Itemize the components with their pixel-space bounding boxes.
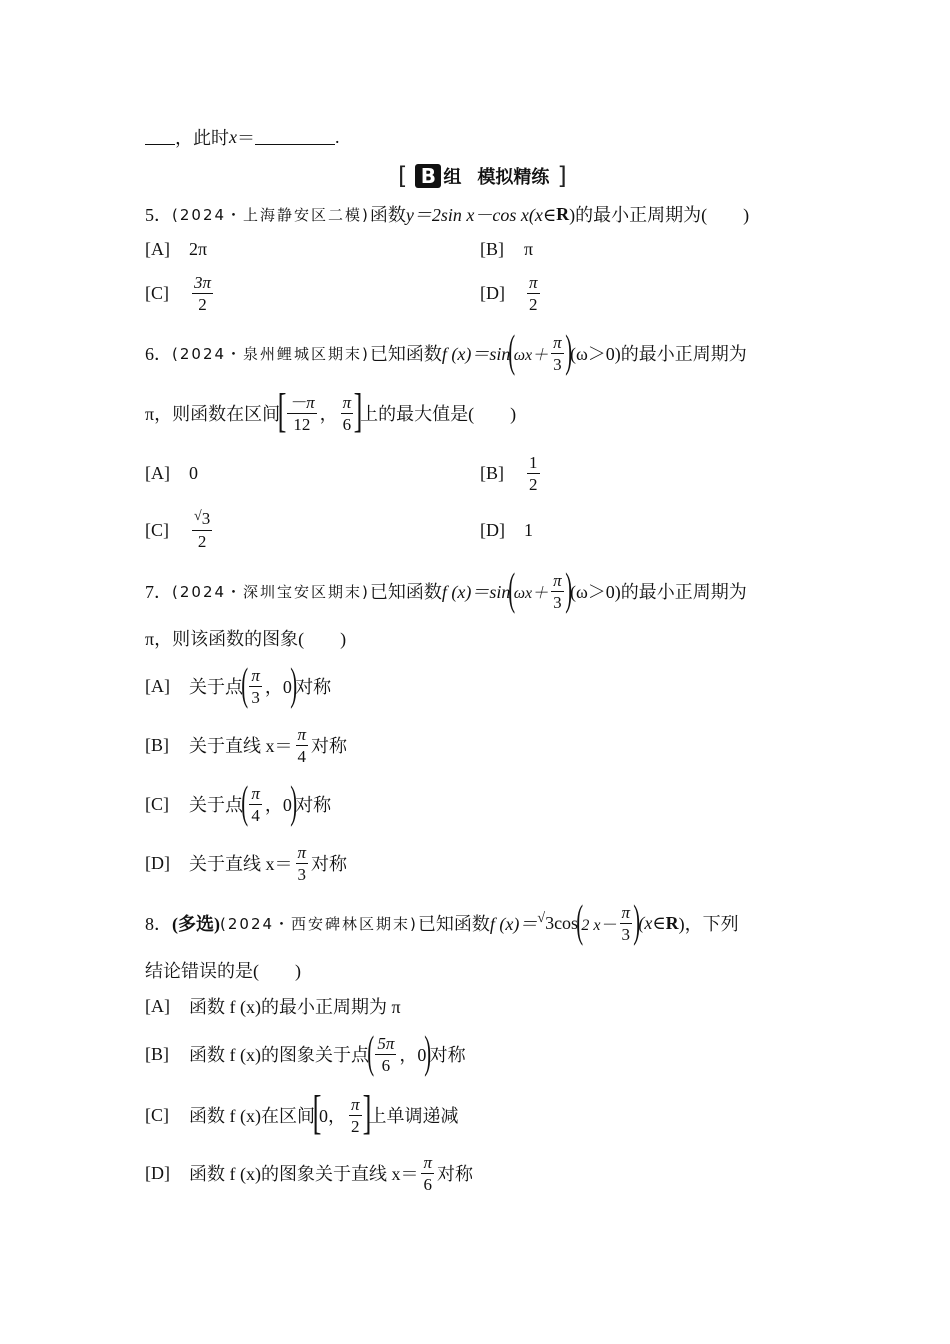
option-text: 函数 f (x)在区间 [189,1106,315,1126]
paren-open: ( [576,895,584,946]
option-text: 关于点 [189,795,243,815]
q8-stem-b: (x∈ [638,912,666,933]
option-label: [B] [145,734,169,755]
q8-source: (2024・西安碑林区期末) [220,914,418,933]
q7-function: f (x)＝sin [441,582,511,602]
fraction: $\frac{\pi}{3}$ [621,902,631,944]
q8-option-d[interactable] [145,1152,474,1194]
fraction: $\frac{\pi}{3}$ [297,842,307,884]
fraction: $\frac{\pi}{6}$ [342,392,352,434]
q8-option-a[interactable] [145,991,401,1021]
q7-stem [145,563,747,614]
option-label: [B] [480,462,504,483]
q7-stem-a: 已知函数 [369,582,442,602]
q7-line2: π，则该函数的图象( ) [145,629,347,649]
q5-number: 5． [145,205,172,225]
q6-stem-line2 [145,384,517,437]
option-text: 对称 [429,1045,466,1065]
q5-option-d[interactable] [480,272,543,314]
q7-option-a[interactable] [145,658,332,709]
fraction: $\frac{\pi}{3}$ [553,570,562,612]
paren-open: ( [241,776,249,827]
fraction: $\frac{\pi}{3}$ [553,332,562,374]
fraction: $\frac{1}{2}$ [529,452,538,494]
paren-close: ) [564,325,572,376]
option-label: [A] [145,995,170,1016]
q8-option-c[interactable] [145,1086,459,1139]
option-label: [B] [145,1043,169,1064]
q8-stem-c: )，下列 [678,914,739,934]
fraction: $\frac{\pi}{3}$ [251,665,260,707]
section-title: 模拟精练 [477,167,550,188]
option-text: 对称 [437,1164,474,1184]
option-label: [A] [145,462,170,483]
q6-option-d[interactable] [480,515,533,545]
q6-source: (2024・泉州鲤城区期末) [172,344,370,363]
paren-open: ( [367,1026,375,1077]
section-bracket-right: ] [557,162,567,190]
q8-multi-select: (多选) [172,914,220,934]
section-bracket-left: [ [398,162,408,190]
q6-stem-b: (ω＞0)的最小正周期为 [569,344,747,364]
option-label: [A] [145,675,170,696]
interval-start: 0， [318,1106,346,1126]
q5-source: (2024・上海静安区二模) [172,205,370,224]
point-coordinate: ，0 [264,795,292,815]
q8-cos: cos [554,912,579,933]
top-var-x: x [229,126,237,147]
section-header [390,160,575,192]
q5-option-b[interactable] [480,234,533,264]
q7-inner: ωx＋ [513,584,549,602]
option-text: 2π [189,238,208,259]
paren-close: ) [424,1026,432,1077]
option-label: [D] [145,852,170,873]
q5-stem [145,199,749,229]
option-label: [C] [145,793,169,814]
option-label: [C] [145,282,169,303]
bracket-close: ] [353,384,363,437]
top-answer-line [145,122,340,152]
interval-separator: ， [319,404,338,424]
top-text-b: ＝ [237,128,255,148]
fraction: $\frac{-\pi}{12}$ [289,392,315,434]
sqrt-icon: √ [194,509,202,524]
option-label: [C] [145,519,169,540]
option-label: [D] [145,1162,170,1183]
q8-stem-a: 已知函数 [417,914,490,934]
q8-radicand: 3 [545,912,555,933]
option-text: 0 [189,462,198,483]
fraction: $\frac{3\pi}{2}$ [194,272,212,314]
option-label: [D] [480,282,505,303]
top-period: . [335,126,340,147]
option-text: 函数 f (x)的图象关于点 [189,1045,369,1065]
paren-close: ) [633,895,641,946]
sqrt-icon: √ [537,911,546,926]
fraction: $\frac{\pi}{2}$ [529,272,538,314]
fraction: $\frac{\pi}{4}$ [251,783,260,825]
section-group-label: 组 [443,167,462,188]
option-text: 函数 f (x)的最小正周期为 π [189,997,401,1017]
paren-open: ( [241,658,249,709]
paren-close: ) [564,563,572,614]
option-text: 函数 f (x)的图象关于直线 x＝ [189,1164,419,1184]
q8-stem [145,895,739,946]
q7-option-c[interactable] [145,776,332,827]
answer-blank-1[interactable] [145,130,175,145]
q8-function: f (x)＝ [489,914,538,934]
option-text: 对称 [311,736,348,756]
option-label: [B] [480,238,504,259]
option-text: π [524,238,534,259]
q8-number: 8． [145,914,172,934]
q6-function: f (x)＝sin [441,344,511,364]
q6-line2-b: 上的最大值是( ) [360,404,517,424]
q5-option-a[interactable] [145,234,207,264]
q5-option-c[interactable] [145,272,216,314]
q8-stem-line2 [145,955,301,985]
q5-stem-a: 函数 [369,205,406,225]
q5-set-r: R [556,203,570,224]
fraction: $\frac{^√3}{2}$ [194,509,211,551]
bracket-open: [ [277,384,287,437]
point-coordinate: ，0 [264,677,292,697]
q5-formula: y＝2sin x－cos x(x∈ [405,205,557,225]
q6-option-b[interactable] [480,452,543,494]
q6-option-a[interactable] [145,458,198,488]
group-b-icon: B [415,164,441,188]
q7-option-b[interactable] [145,724,348,766]
q8-set-r: R [665,912,679,933]
q8-line2: 结论错误的是( ) [145,961,301,981]
paren-close: ) [290,658,297,709]
fraction: $\frac{\pi}{2}$ [350,1094,360,1136]
q7-source: (2024・深圳宝安区期末) [172,582,370,601]
option-text: 对称 [311,854,348,874]
option-text: 关于直线 x＝ [189,854,293,874]
q7-stem-b: (ω＞0)的最小正周期为 [569,582,747,602]
paren-open: ( [508,325,516,376]
option-label: [A] [145,238,170,259]
option-text: 对称 [295,795,332,815]
bracket-open: [ [312,1086,322,1139]
q7-number: 7． [145,582,172,602]
q6-line2-a: π，则函数在区间 [145,404,281,424]
option-label: [D] [480,519,505,540]
fraction: $\frac{\pi}{6}$ [423,1152,433,1194]
option-text: 关于点 [189,677,243,697]
q7-stem-line2 [145,623,346,653]
q6-number: 6． [145,344,172,364]
q8-option-b[interactable] [145,1026,466,1077]
paren-close: ) [290,776,297,827]
q7-option-d[interactable] [145,842,348,884]
q6-option-c[interactable] [145,509,215,551]
q8-inner: 2 x－ [581,916,617,934]
q6-stem-a: 已知函数 [369,344,442,364]
answer-blank-2[interactable] [255,130,335,145]
q5-stem-b: )的最小正周期为( ) [569,205,750,225]
top-text-a: ，此时 [175,128,229,148]
option-text: 上单调递减 [368,1106,459,1126]
paren-open: ( [508,563,516,614]
q6-inner: ωx＋ [513,346,549,364]
bracket-close: ] [362,1086,371,1139]
option-text: 对称 [295,677,332,697]
q6-stem [145,325,747,376]
fraction: $\frac{5\pi}{6}$ [377,1033,395,1075]
option-label: [C] [145,1104,169,1125]
option-text: 1 [524,519,533,540]
fraction: $\frac{\pi}{4}$ [297,724,307,766]
point-coordinate: ，0 [399,1045,427,1065]
option-text: 关于直线 x＝ [189,736,293,756]
